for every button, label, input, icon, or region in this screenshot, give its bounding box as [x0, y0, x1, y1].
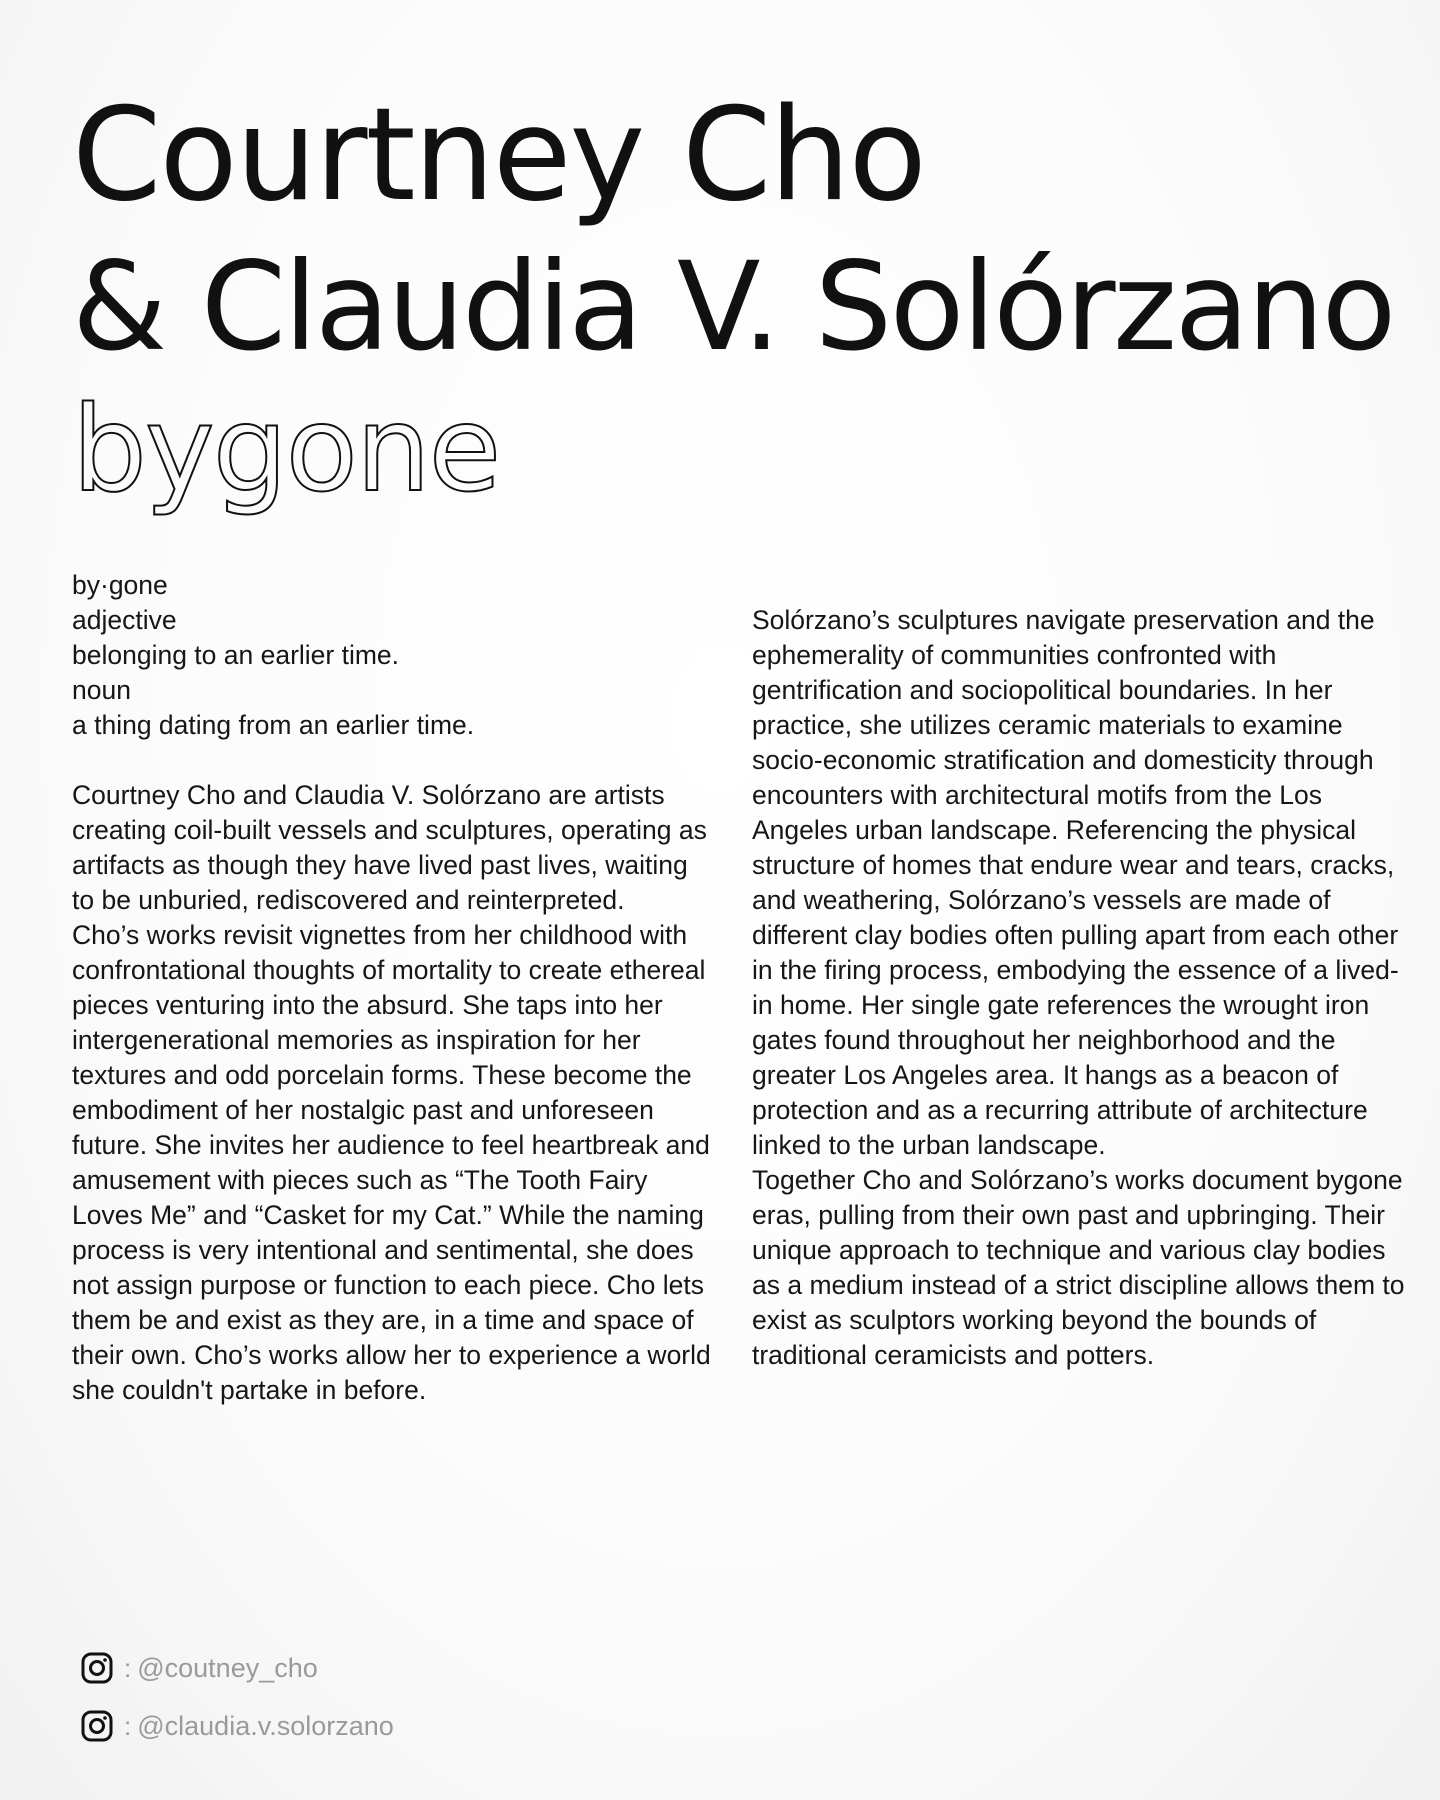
definition-pos-adjective: adjective — [72, 605, 177, 635]
social-handle[interactable]: @coutney_cho — [137, 1652, 318, 1683]
social-separator: : — [124, 1652, 132, 1683]
left-column — [72, 568, 712, 1408]
definition-pos-noun: noun — [72, 675, 131, 705]
together-paragraph: Together Cho and Solórzano’s works document bygone eras, pulling from their own past and upbringing. Their unique approach to technique and various clay bodies as a medium instead of a strict discipline allows them to exist as sculptors working beyond the bounds of traditional ceramicists and potters. — [752, 1165, 1405, 1370]
outline-headword: bygone — [72, 380, 500, 518]
page-title-line-1: Courtney Cho — [72, 81, 925, 230]
social-links — [80, 1650, 394, 1766]
social-handle[interactable]: @claudia.v.solorzano — [137, 1710, 394, 1741]
solorzano-paragraph: Solórzano’s sculptures navigate preservation and the ephemerality of communities confronted with gentrification and sociopolitical boundaries. In her practice, she utilizes ceramic materials to examine socio-economic stratification and domesticity through encounters with architectural motifs from the Los Angeles urban landscape. Referencing the physical structure of homes that endure wear and tears, cracks, and weathering, Solórzano’s vessels are made of different clay bodies often pulling apart from each other in the firing process, embodying the essence of a lived-in home. Her single gate references the wrought iron gates found throughout her neighborhood and the greater Los Angeles area. It hangs as a beacon of protection and as a recurring attribute of architecture linked to the urban landscape. — [752, 605, 1399, 1160]
definition-meaning-adjective: belonging to an earlier time. — [72, 640, 400, 670]
social-link-solorzano[interactable] — [80, 1708, 394, 1744]
social-link-cho[interactable] — [80, 1650, 394, 1686]
definition-meaning-noun: a thing dating from an earlier time. — [72, 710, 475, 740]
cho-paragraph: Cho’s works revisit vignettes from her childhood with confrontational thoughts of mortality to create ethereal pieces venturing into the absurd. She taps into her intergenerational memories as inspiration for her textures and odd porcelain forms. These become the embodiment of her nostalgic past and unforeseen future. She invites her audience to feel heartbreak and amusement with pieces such as “The Tooth Fairy Loves Me” and “Casket for my Cat.” While the naming process is very intentional and sentimental, she does not assign purpose or function to each piece. Cho lets them be and exist as they are, in a time and space of their own. Cho’s works allow her to experience a world she couldn't partake in before. — [72, 920, 711, 1405]
social-separator: : — [124, 1710, 132, 1741]
right-column — [752, 603, 1412, 1373]
instagram-icon — [80, 1651, 114, 1685]
paragraph-gap — [72, 743, 712, 778]
page-title-line-2: & Claudia V. Solórzano — [72, 236, 1394, 378]
definition-word: by·gone — [72, 570, 168, 600]
instagram-icon — [80, 1709, 114, 1743]
intro-paragraph: Courtney Cho and Claudia V. Solórzano are artists creating coil-built vessels and sculptures, operating as artifacts as though they have lived past lives, waiting to be unburied, rediscovered and reinterpreted. — [72, 780, 707, 915]
